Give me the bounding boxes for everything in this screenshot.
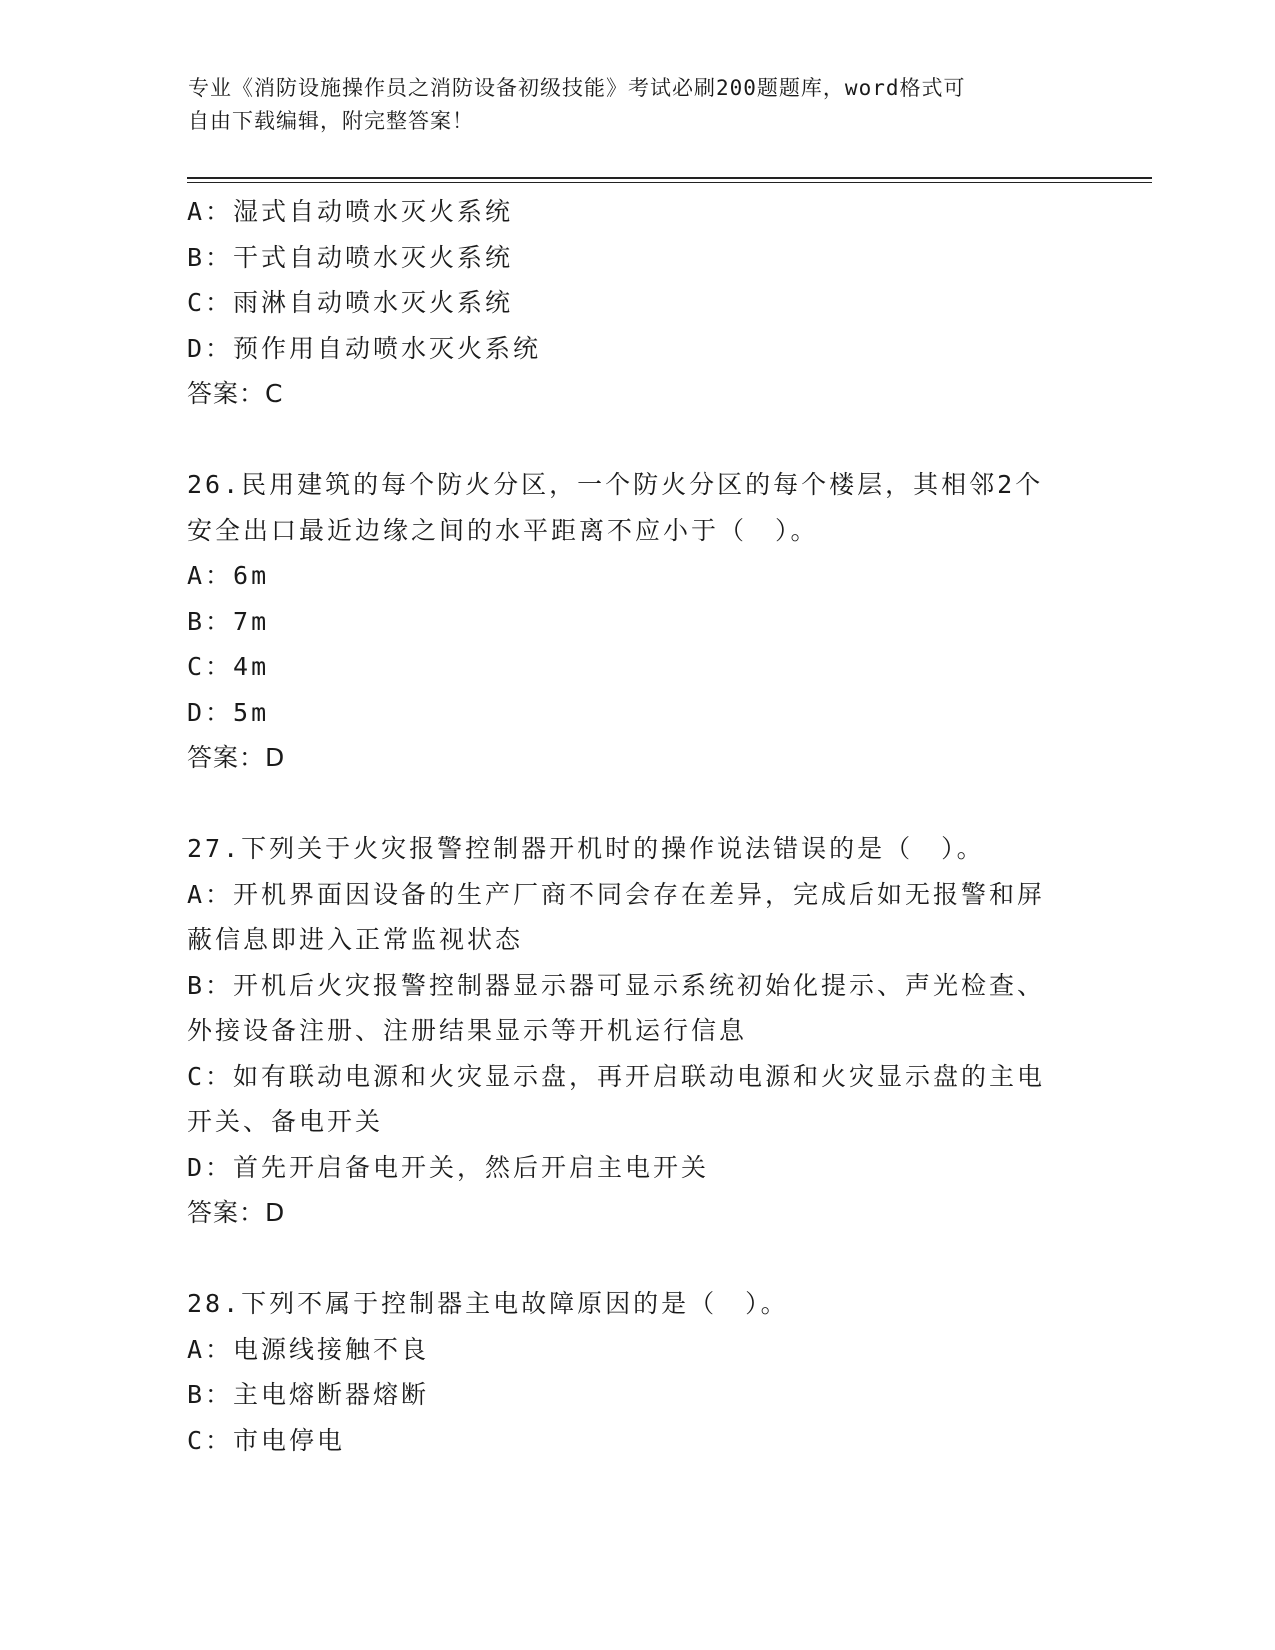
- document-header: [188, 72, 1068, 138]
- option-b-line-1: B：开机后火灾报警控制器显示器可显示系统初始化提示、声光检查、: [187, 970, 1046, 1000]
- option-c-line-1: C：如有联动电源和火灾显示盘，再开启联动电源和火灾显示盘的主电: [187, 1061, 1046, 1091]
- option-c-line-2: 开关、备电开关: [187, 1107, 384, 1136]
- header-divider-thick: [187, 177, 1152, 179]
- header-divider-thin: [187, 182, 1152, 183]
- option-b: B：干式自动喷水灭火系统: [187, 242, 514, 272]
- answer-line: 答案：D: [187, 1198, 286, 1227]
- question-28: [187, 1281, 1077, 1463]
- option-d: D：5m: [187, 697, 270, 727]
- question-stem-line-1: 26.民用建筑的每个防火分区，一个防火分区的每个楼层，其相邻2个: [187, 470, 1044, 499]
- question-stem: 27.下列关于火灾报警控制器开机时的操作说法错误的是（ ）。: [187, 834, 985, 863]
- option-b: B：主电熔断器熔断: [187, 1380, 430, 1409]
- answer-line: 答案：C: [187, 379, 284, 408]
- option-a: A：电源线接触不良: [187, 1334, 430, 1364]
- option-c: C：4m: [187, 652, 270, 681]
- option-c: C：雨淋自动喷水灭火系统: [187, 288, 514, 317]
- question-25: [187, 189, 1077, 417]
- question-stem-line-2: 安全出口最近边缘之间的水平距离不应小于（ ）。: [187, 515, 819, 545]
- header-line-1: 专业《消防设施操作员之消防设备初级技能》考试必刷200题题库，word格式可: [188, 76, 966, 100]
- question-stem: 28.下列不属于控制器主电故障原因的是（ ）。: [187, 1289, 789, 1318]
- option-a-line-2: 蔽信息即进入正常监视状态: [187, 925, 524, 954]
- question-26: [187, 462, 1077, 781]
- header-line-2: 自由下载编辑，附完整答案！: [188, 109, 474, 133]
- option-d: D：预作用自动喷水灭火系统: [187, 333, 542, 363]
- option-d: D：首先开启备电开关，然后开启主电开关: [187, 1152, 710, 1182]
- spacer: [187, 781, 1077, 827]
- option-b-line-2: 外接设备注册、注册结果显示等开机运行信息: [187, 1016, 748, 1045]
- option-a: A：6m: [187, 561, 270, 590]
- option-a-line-1: A：开机界面因设备的生产厂商不同会存在差异，完成后如无报警和屏: [187, 879, 1046, 909]
- question-27: [187, 826, 1077, 1236]
- option-c: C：市电停电: [187, 1425, 346, 1455]
- option-b: B：7m: [187, 606, 270, 636]
- option-a: A：湿式自动喷水灭火系统: [187, 197, 514, 226]
- spacer: [187, 1236, 1077, 1282]
- question-list: [187, 189, 1077, 1463]
- answer-line: 答案：D: [187, 743, 286, 772]
- spacer: [187, 417, 1077, 463]
